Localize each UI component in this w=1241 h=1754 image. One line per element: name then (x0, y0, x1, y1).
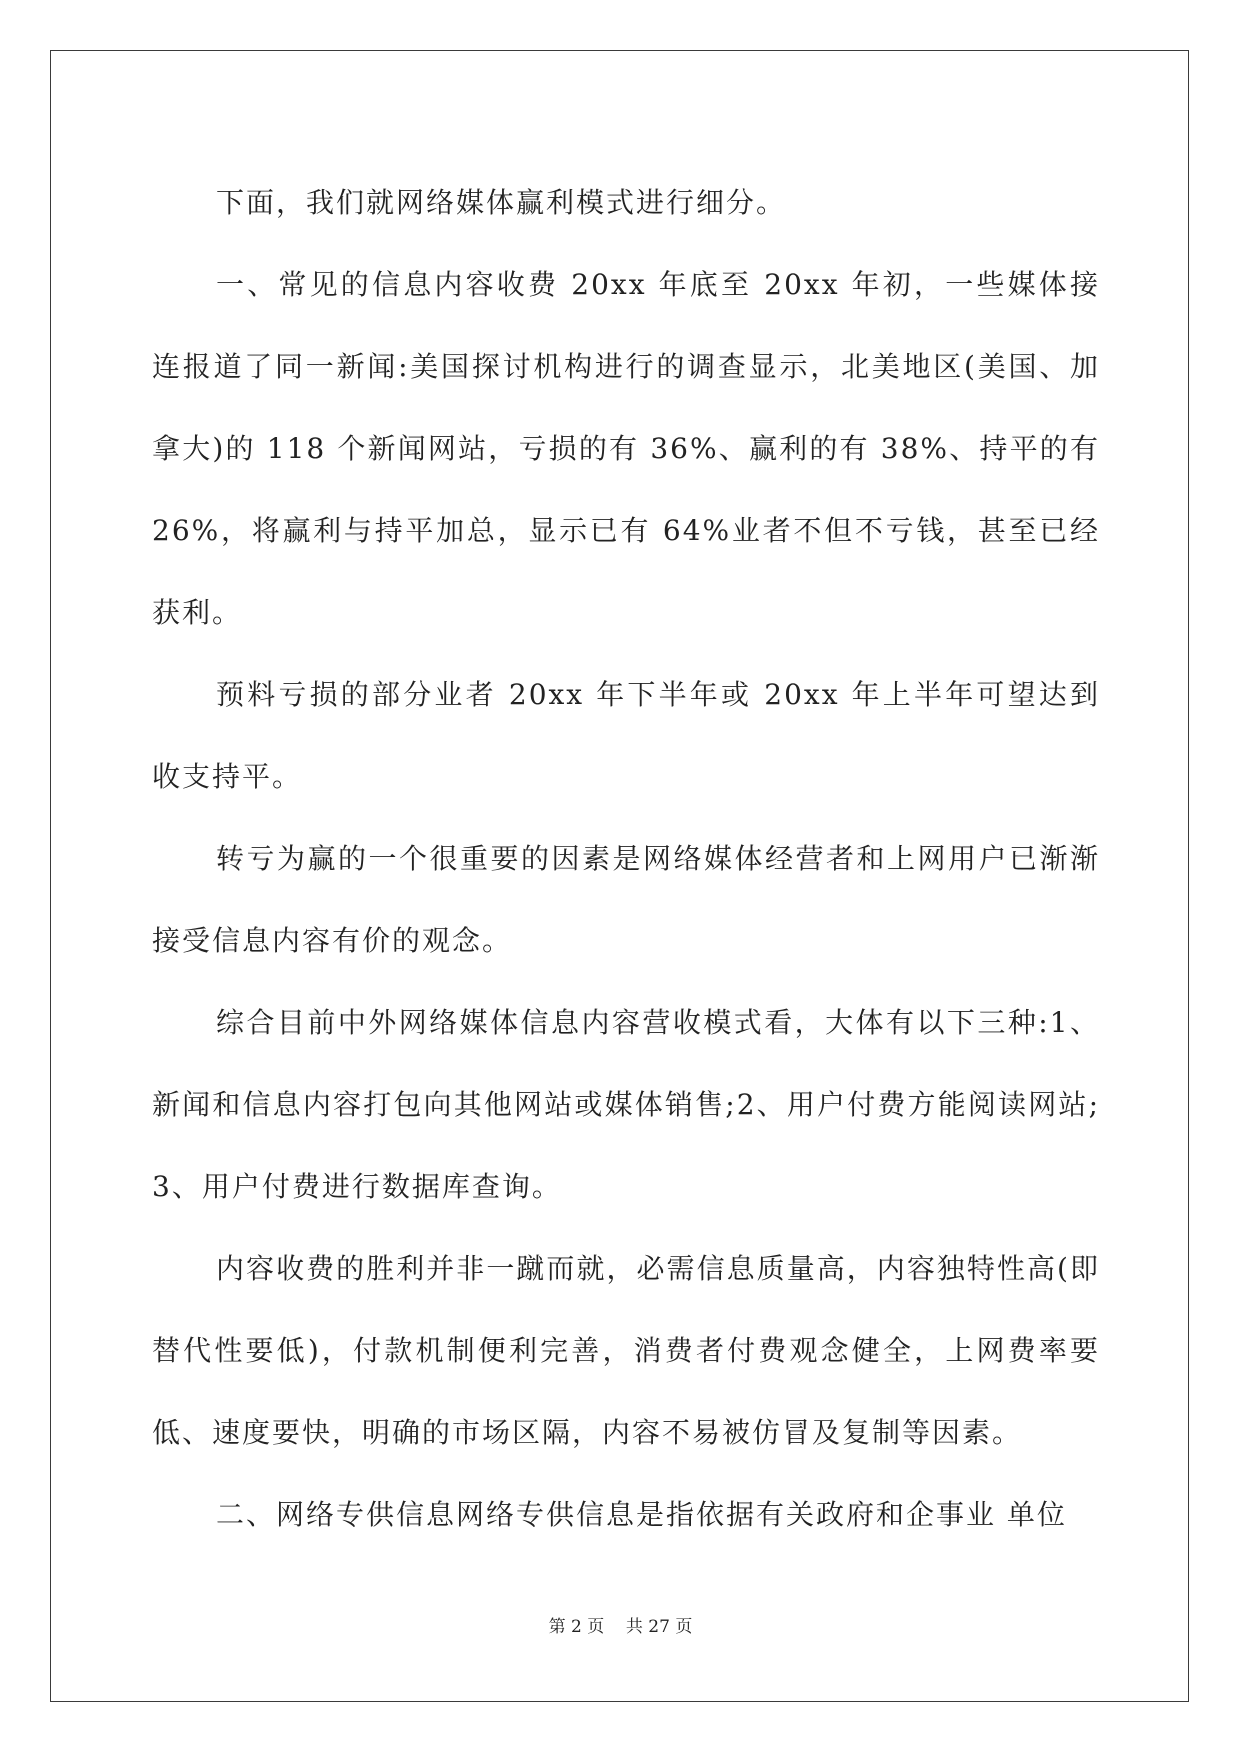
paragraph-5: 综合目前中外网络媒体信息内容营收模式看，大体有以下三种:1、新闻和信息内容打包向其他网站或媒体销售;2、用户付费方能阅读网站;3、用户付费进行数据库查询。 (152, 1006, 1100, 1203)
paragraph-1: 下面，我们就网络媒体赢利模式进行细分。 (216, 186, 787, 219)
paragraph-4: 转亏为赢的一个很重要的因素是网络媒体经营者和上网用户已渐渐接受信息内容有价的观念。 (152, 842, 1100, 957)
paragraph-2: 一、常见的信息内容收费 20xx 年底至 20xx 年初，一些媒体接连报道了同一新闻:美国探讨机构进行的调查显示，北美地区(美国、加拿大)的 118 个新闻网站，亏损的有 36%、赢利的有 38%、持平的有 26%，将赢利与持平加总，显示已有 64%业者不但不亏钱，甚至已经获利。 (152, 268, 1100, 629)
page-number: 第 2 页 (548, 1617, 605, 1637)
paragraph-6: 内容收费的胜利并非一蹴而就，必需信息质量高，内容独特性高(即替代性要低)，付款机制便利完善，消费者付费观念健全，上网费率要低、速度要快，明确的市场区隔，内容不易被仿冒及复制等因素。 (152, 1252, 1100, 1449)
document-body (152, 162, 1100, 1556)
page-total: 共 27 页 (625, 1617, 693, 1637)
page-footer (0, 1612, 1241, 1637)
paragraph-7: 二、网络专供信息网络专供信息是指依据有关政府和企事业 单位 (216, 1498, 1067, 1531)
paragraph-3: 预料亏损的部分业者 20xx 年下半年或 20xx 年上半年可望达到收支持平。 (152, 678, 1100, 793)
